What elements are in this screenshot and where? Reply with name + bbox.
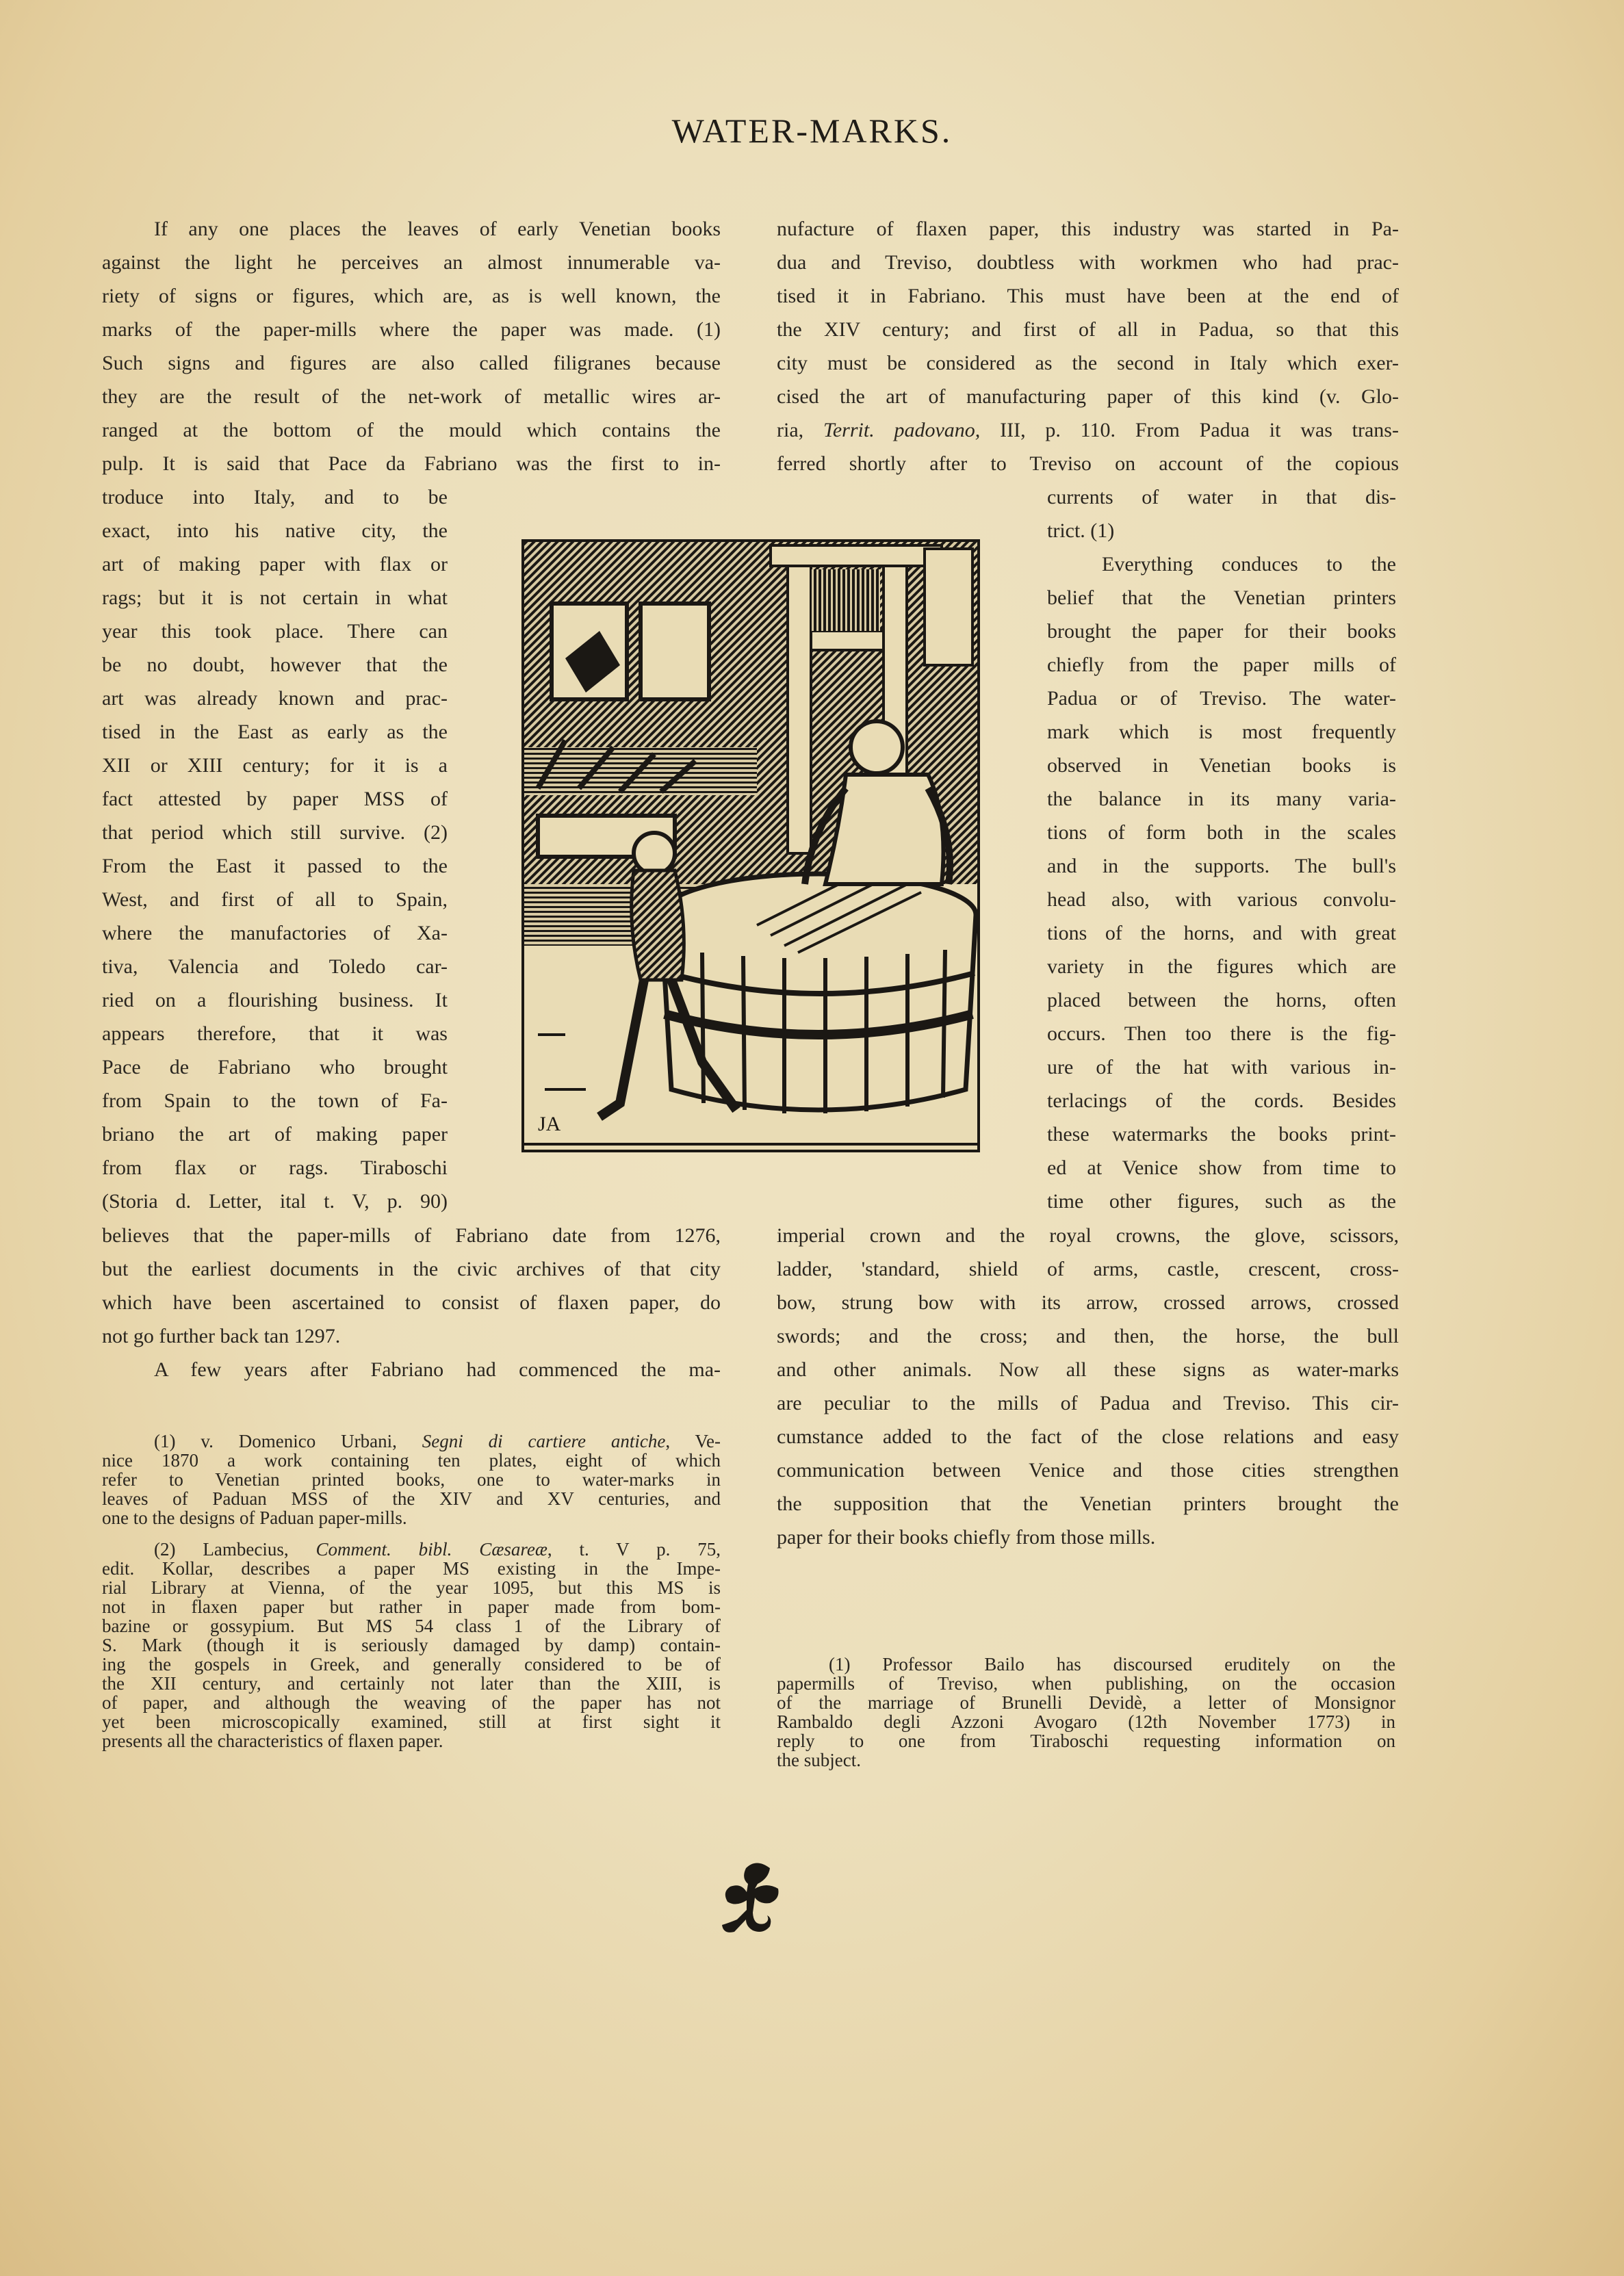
text-line: placed between the horns, often bbox=[1047, 989, 1396, 1011]
text-line: the supposition that the Venetian printers brought the bbox=[777, 1492, 1399, 1515]
text-line: A few years after Fabriano had commenced the ma- bbox=[154, 1358, 721, 1381]
footnote-line: ing the gospels in Greek, and generally considered to be of bbox=[102, 1654, 721, 1674]
text-line: paper for their books chiefly from those mills. bbox=[777, 1526, 1156, 1549]
text-line: troduce into Italy, and to be bbox=[102, 486, 448, 508]
svg-text:JA: JA bbox=[538, 1113, 561, 1135]
text-line: these watermarks the books print- bbox=[1047, 1123, 1396, 1146]
text-line: ed at Venice show from time to bbox=[1047, 1156, 1396, 1179]
footnote-line: presents all the characteristics of flaxen paper. bbox=[102, 1731, 443, 1751]
text-line: swords; and the cross; and then, the horse, the bull bbox=[777, 1325, 1399, 1347]
text-line: and other animals. Now all these signs as water-marks bbox=[777, 1358, 1399, 1381]
text-line: city must be considered as the second in Italy which exer- bbox=[777, 352, 1399, 374]
text-line: XII or XIII century; for it is a bbox=[102, 754, 448, 777]
footnote-line: of the marriage of Brunelli Devidè, a letter of Monsignor bbox=[777, 1692, 1395, 1713]
text-line: marks of the paper-mills where the paper was made. (1) bbox=[102, 318, 721, 341]
text-line: tiva, Valencia and Toledo car- bbox=[102, 955, 448, 978]
text-line: where the manufactories of Xa- bbox=[102, 922, 448, 944]
text-line: cised the art of manufacturing paper of this kind (v. Glo- bbox=[777, 385, 1399, 408]
text-line: ried on a flourishing business. It bbox=[102, 989, 448, 1011]
text-line: If any one places the leaves of early Venetian books bbox=[154, 218, 721, 240]
text-line: rags; but it is not certain in what bbox=[102, 586, 448, 609]
text-line: are peculiar to the mills of Padua and Treviso. This cir- bbox=[777, 1392, 1399, 1414]
text-line: (Storia d. Letter, ital t. V, p. 90) bbox=[102, 1190, 448, 1213]
text-line: the XIV century; and first of all in Padua, so that this bbox=[777, 318, 1399, 341]
footnote-line: reply to one from Tiraboschi requesting information on bbox=[777, 1731, 1395, 1751]
text-line: against the light he perceives an almost innumerable va- bbox=[102, 251, 721, 274]
text-line: be no doubt, however that the bbox=[102, 654, 448, 676]
text-line: from flax or rags. Tiraboschi bbox=[102, 1156, 448, 1179]
footnote-line: (1) Professor Bailo has discoursed eruditely on the bbox=[829, 1654, 1395, 1674]
text-line: bow, strung bow with its arrow, crossed arrows, crossed bbox=[777, 1291, 1399, 1314]
papermaker-woodcut-icon bbox=[524, 542, 977, 1150]
footnote-line: nice 1870 a work containing ten plates, eight of which bbox=[102, 1450, 721, 1471]
footnote-2: (2) Lambecius, Comment. bibl. Cæsareæ, t. V p. 75, bbox=[154, 1539, 721, 1560]
text-line: year this took place. There can bbox=[102, 620, 448, 643]
text-line: from Spain to the town of Fa- bbox=[102, 1089, 448, 1112]
text-line: currents of water in that dis- bbox=[1047, 486, 1396, 508]
text-line: time other figures, such as the bbox=[1047, 1190, 1396, 1213]
text-line: brought the paper for their books bbox=[1047, 620, 1396, 643]
text-line: they are the result of the net-work of metallic wires ar- bbox=[102, 385, 721, 408]
text-line: nufacture of flaxen paper, this industry was started in Pa- bbox=[777, 218, 1399, 240]
text-line: tions of the horns, and with great bbox=[1047, 922, 1396, 944]
text-line: ranged at the bottom of the mould which contains the bbox=[102, 419, 721, 441]
footnote-line: leaves of Paduan MSS of the XIV and XV centuries, and bbox=[102, 1488, 721, 1509]
page-title: WATER-MARKS. bbox=[671, 112, 953, 150]
text-line: tised it in Fabriano. This must have been at the end of bbox=[777, 285, 1399, 307]
text-line: Padua or of Treviso. The water- bbox=[1047, 687, 1396, 710]
text-line: that period which still survive. (2) bbox=[102, 821, 448, 844]
text-line-with-citation: ria, Territ. padovano, III, p. 110. From Padua it was trans- bbox=[777, 419, 1399, 441]
footnote-line: one to the designs of Paduan paper-mills. bbox=[102, 1508, 407, 1528]
text-line: West, and first of all to Spain, bbox=[102, 888, 448, 911]
footnote-line: the subject. bbox=[777, 1750, 861, 1770]
footnote-line: papermills of Treviso, when publishing, on the occasion bbox=[777, 1673, 1395, 1694]
text-line: exact, into his native city, the bbox=[102, 519, 448, 542]
text-line: chiefly from the paper mills of bbox=[1047, 654, 1396, 676]
text-line: ferred shortly after to Treviso on account of the copious bbox=[777, 452, 1399, 475]
text-line: ure of the hat with various in- bbox=[1047, 1056, 1396, 1078]
footnote-line: S. Mark (though it is seriously damaged by damp) contain- bbox=[102, 1635, 721, 1655]
text-line: riety of signs or figures, which are, as is well known, the bbox=[102, 285, 721, 307]
text-line: tised in the East as early as the bbox=[102, 721, 448, 743]
footnote-line: not in flaxen paper but rather in paper made from bom- bbox=[102, 1596, 721, 1617]
text-line: imperial crown and the royal crowns, the glove, scissors, bbox=[777, 1224, 1399, 1247]
footnote-line: refer to Venetian printed books, one to water-marks in bbox=[102, 1469, 721, 1490]
text-line: Such signs and figures are also called filigranes because bbox=[102, 352, 721, 374]
text-line: tions of form both in the scales bbox=[1047, 821, 1396, 844]
text-line: mark which is most frequently bbox=[1047, 721, 1396, 743]
text-line: appears therefore, that it was bbox=[102, 1022, 448, 1045]
text-line: but the earliest documents in the civic archives of that city bbox=[102, 1258, 721, 1280]
text-line: cumstance added to the fact of the close relations and easy bbox=[777, 1425, 1399, 1448]
text-line: art was already known and prac- bbox=[102, 687, 448, 710]
footnote-line: edit. Kollar, describes a paper MS existing in the Impe- bbox=[102, 1558, 721, 1579]
text-line: fact attested by paper MSS of bbox=[102, 788, 448, 810]
text-line: dua and Treviso, doubtless with workmen who had prac- bbox=[777, 251, 1399, 274]
text-line: communication between Venice and those cities strengthen bbox=[777, 1459, 1399, 1482]
footnote-line: yet been microscopically examined, still at first sight it bbox=[102, 1711, 721, 1732]
text-line: briano the art of making paper bbox=[102, 1123, 448, 1146]
text-line: art of making paper with flax or bbox=[102, 553, 448, 576]
text-line: Pace de Fabriano who brought bbox=[102, 1056, 448, 1078]
footnote-1: (1) v. Domenico Urbani, Segni di cartiere antiche, Ve- bbox=[154, 1431, 721, 1451]
text-line: ladder, 'standard, shield of arms, castle, crescent, cross- bbox=[777, 1258, 1399, 1280]
text-line: observed in Venetian books is bbox=[1047, 754, 1396, 777]
woodcut-illustration bbox=[521, 539, 980, 1152]
text-line: From the East it passed to the bbox=[102, 855, 448, 877]
footnote-line: of paper, and although the weaving of the paper has not bbox=[102, 1692, 721, 1713]
text-line: terlacings of the cords. Besides bbox=[1047, 1089, 1396, 1112]
text-line: occurs. Then too there is the fig- bbox=[1047, 1022, 1396, 1045]
text-line: trict. (1) bbox=[1047, 519, 1115, 542]
footnote-line: bazine or gossypium. But MS 54 class 1 of the Library of bbox=[102, 1616, 721, 1636]
footnote-line: rial Library at Vienna, of the year 1095, but this MS is bbox=[102, 1577, 721, 1598]
text-line: and in the supports. The bull's bbox=[1047, 855, 1396, 877]
footnote-line: the XII century, and certainly not later than the XIII, is bbox=[102, 1673, 721, 1694]
text-line: Everything conduces to the bbox=[1102, 553, 1396, 576]
text-line: believes that the paper-mills of Fabriano date from 1276, bbox=[102, 1224, 721, 1247]
text-line: not go further back tan 1297. bbox=[102, 1325, 341, 1347]
citation-title: Territ. padovano, bbox=[823, 419, 981, 441]
text-line: which have been ascertained to consist of flaxen paper, do bbox=[102, 1291, 721, 1314]
text-line: belief that the Venetian printers bbox=[1047, 586, 1396, 609]
footnote-line: Rambaldo degli Azzoni Avogaro (12th November 1773) in bbox=[777, 1711, 1395, 1732]
text-line: variety in the figures which are bbox=[1047, 955, 1396, 978]
text-line: pulp. It is said that Pace da Fabriano was the first to in- bbox=[102, 452, 721, 475]
text-line: head also, with various convolu- bbox=[1047, 888, 1396, 911]
fleuron-icon bbox=[715, 1858, 790, 1940]
text-line: the balance in its many varia- bbox=[1047, 788, 1396, 810]
